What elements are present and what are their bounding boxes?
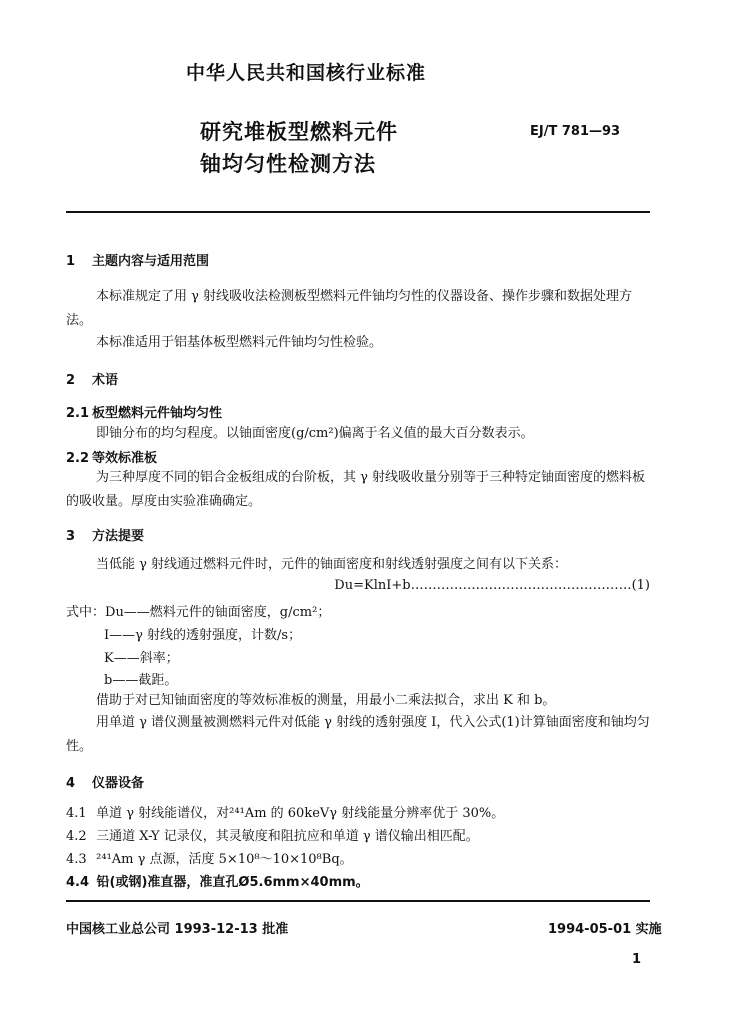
item-4-4-number: 4.4 bbox=[66, 875, 90, 890]
section-1-number: 1 bbox=[66, 254, 76, 269]
page-number: 1 bbox=[632, 952, 642, 967]
where-clause bbox=[66, 604, 330, 622]
section-2-heading bbox=[66, 369, 118, 388]
item-4-4-text: 铅(或钢)准直器，准直孔Ø5.6mm×40mm。 bbox=[96, 875, 369, 890]
item-4-2-number: 4.2 bbox=[66, 829, 87, 844]
item-4-4 bbox=[66, 874, 369, 892]
implementation-date: 1994-05-01 实施 bbox=[548, 922, 662, 937]
item-4-3 bbox=[66, 851, 353, 869]
top-divider bbox=[66, 211, 650, 213]
section-2-2-title: 等效标准板 bbox=[92, 451, 158, 466]
section-2-1-text: 即铀分布的均匀程度。以铀面密度(g/cm²)偏离于名义值的最大百分数表示。 bbox=[96, 426, 534, 441]
definition-i: I——γ 射线的透射强度，计数/s； bbox=[104, 628, 302, 643]
definition-du: Du——燃料元件的铀面密度，g/cm²； bbox=[105, 605, 331, 620]
item-4-3-number: 4.3 bbox=[66, 852, 87, 867]
section-2-1-number: 2.1 bbox=[66, 406, 90, 421]
section-2-2-text: 为三种厚度不同的铝合金板组成的台阶板，其 γ 射线吸收量分别等于三种特定铀面密度的燃料板的吸收量。厚度由实验准确确定。 bbox=[66, 470, 646, 509]
section-4-number: 4 bbox=[66, 776, 76, 791]
standard-code: EJ/T 781—93 bbox=[530, 124, 621, 139]
doc-title-line1: 研究堆板型燃料元件 bbox=[200, 120, 398, 144]
item-4-1-text: 单道 γ 射线能谱仪，对²⁴¹Am 的 60keVγ 射线能量分辨率优于 30%。 bbox=[96, 806, 505, 821]
section-4-heading bbox=[66, 772, 144, 791]
definition-k: K——斜率； bbox=[104, 651, 179, 666]
section-3-paragraph-1: 当低能 γ 射线通过燃料元件时，元件的铀面密度和射线透射强度之间有以下关系： bbox=[96, 557, 568, 572]
item-4-2-text: 三通道 X-Y 记录仪，其灵敏度和阻抗应和单道 γ 谱仪输出相匹配。 bbox=[96, 829, 479, 844]
section-1-paragraph-1: 本标准规定了用 γ 射线吸收法检测板型燃料元件铀均匀性的仪器设备、操作步骤和数据处理方法。 bbox=[66, 289, 633, 328]
section-2-2-number: 2.2 bbox=[66, 451, 90, 466]
item-4-2 bbox=[66, 828, 479, 846]
section-1-heading bbox=[66, 250, 209, 269]
where-prefix: 式中： bbox=[66, 605, 106, 620]
item-4-1-number: 4.1 bbox=[66, 806, 87, 821]
section-3-heading bbox=[66, 525, 144, 544]
section-2-2-heading bbox=[66, 447, 157, 466]
section-3-title: 方法提要 bbox=[92, 529, 145, 544]
section-2-title: 术语 bbox=[92, 373, 119, 388]
approval-line: 中国核工业总公司 1993-12-13 批准 bbox=[66, 922, 289, 937]
section-2-1-title: 板型燃料元件铀均匀性 bbox=[92, 406, 223, 421]
definition-b: b——截距。 bbox=[104, 673, 178, 688]
item-4-1 bbox=[66, 805, 504, 823]
bottom-divider bbox=[66, 900, 650, 902]
section-4-title: 仪器设备 bbox=[92, 776, 145, 791]
section-1-paragraph-2: 本标准适用于铝基体板型燃料元件铀均匀性检验。 bbox=[96, 335, 383, 350]
standard-title: 中华人民共和国核行业标准 bbox=[186, 62, 427, 84]
formula-1: Du=KlnI+b……………………………………………(1) bbox=[334, 578, 650, 593]
section-3-paragraph-2: 借助于对已知铀面密度的等效标准板的测量，用最小二乘法拟合，求出 K 和 b。 bbox=[96, 693, 556, 708]
section-1-title: 主题内容与适用范围 bbox=[92, 254, 210, 269]
doc-title-line2: 铀均匀性检测方法 bbox=[200, 152, 376, 176]
section-2-number: 2 bbox=[66, 373, 76, 388]
section-2-1-heading bbox=[66, 402, 222, 421]
section-3-number: 3 bbox=[66, 529, 76, 544]
section-3-paragraph-3: 用单道 γ 谱仪测量被测燃料元件对低能 γ 射线的透射强度 I，代入公式(1)计算铀面密度和铀均匀性。 bbox=[66, 715, 650, 754]
item-4-3-text: ²⁴¹Am γ 点源，活度 5×10⁸～10×10⁸Bq。 bbox=[96, 852, 353, 867]
